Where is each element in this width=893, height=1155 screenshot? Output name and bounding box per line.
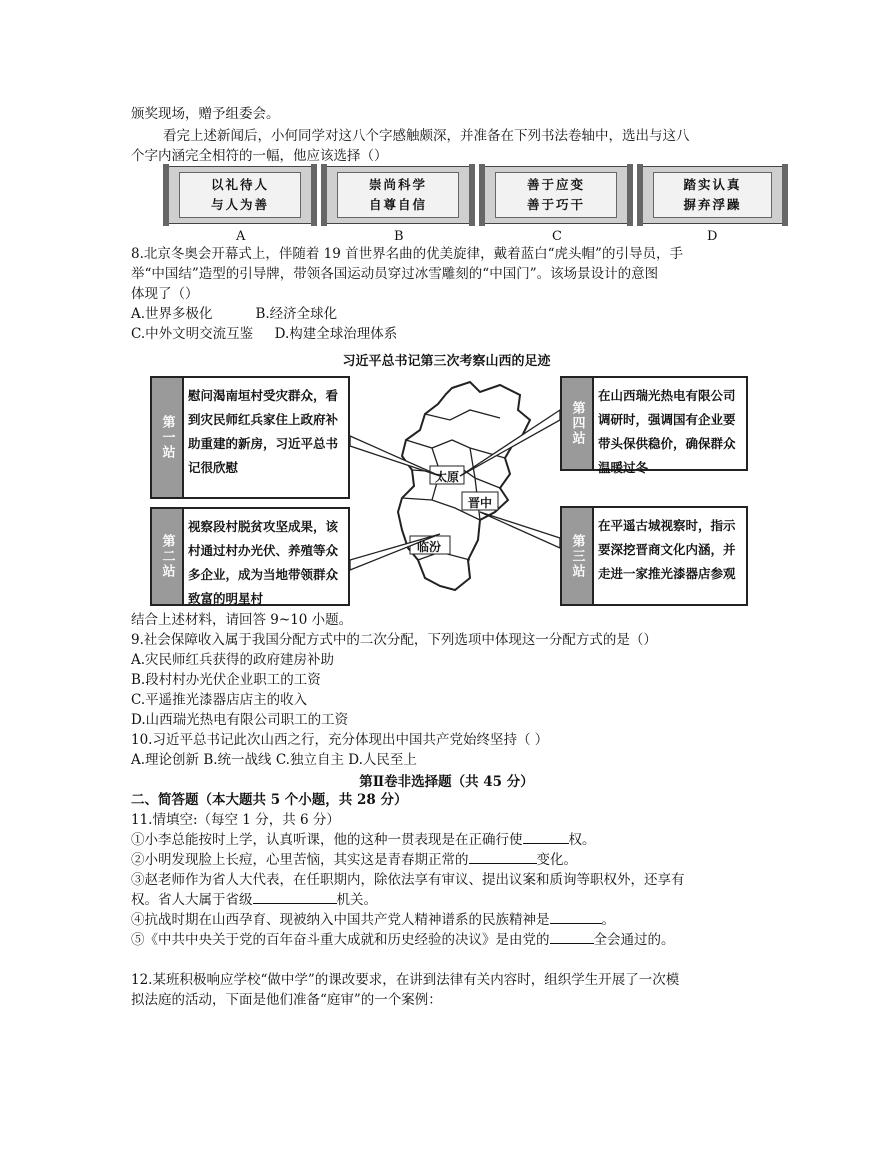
q9-option-a: A.灾民师红兵获得的政府建房补助 xyxy=(131,652,335,668)
q11-item-3-text: 权。省人大属于省级 xyxy=(131,892,253,908)
q10-options: A.理论创新 B.统一战线 C.独立自主 D.人民至上 xyxy=(131,752,417,768)
section2-title: 第Ⅱ卷非选择题（共 45 分） xyxy=(359,774,534,790)
q11-item-5-text: ⑤《中共中央关于党的百年奋斗重大成就和历史经验的决议》是由党的 xyxy=(131,932,550,948)
figure-title: 习近平总书记第三次考察山西的足迹 xyxy=(342,354,551,369)
intro-line-1: 颁奖现场，赠予组委会。 xyxy=(131,106,280,122)
station-text: 慰问渴南垣村受灾群众，看到灾民师红兵家住上政府补助重建的新房，习近平总书记很欣慰 xyxy=(188,388,339,475)
q11-item-4-end: 。 xyxy=(601,912,615,928)
q11-item-4-text: ④抗战时期在山西孕育、现被纳入中国共产党人精神谱系的民族精神是 xyxy=(131,912,550,928)
intro-line-3: 个字内涵完全相符的一幅，他应该选择（） xyxy=(131,148,388,164)
q11-item-3b xyxy=(131,890,377,910)
pointer-3 xyxy=(480,512,560,548)
q12-line-2: 拟法庭的活动，下面是他们准备“庭审”的一个案例： xyxy=(131,992,442,1008)
q8-line-2: 举“中国结”造型的引导牌，带领各国运动员穿过冰雪雕刻的“中国门”。该场景设计的意图 xyxy=(131,266,659,282)
scroll-line: 善于应变 xyxy=(526,177,585,192)
q8-line-3: 体现了（） xyxy=(131,286,199,302)
q8-options-ab: A.世界多极化 B.经济全球化 xyxy=(131,306,338,322)
station-text: 在山西瑞光热电有限公司调研时，强调国有企业要带头保供稳价，确保群众温暖过冬 xyxy=(598,388,736,475)
q11-item-5-end: 全会通过的。 xyxy=(593,932,675,948)
scroll-line: 踏实认真 xyxy=(683,177,742,192)
city-jinzhong: 晋中 xyxy=(468,496,493,510)
station-text: 在平遥古城视察时，指示要深挖晋商文化内涵，并走进一家推光漆器店参观 xyxy=(598,518,736,581)
q8-options-cd: C.中外文明交流互鉴 D.构建全球治理体系 xyxy=(131,326,398,342)
intro-line-2: 看完上述新闻后，小何同学对这八个字感触颇深，并准备在下列书法卷轴中，选出与这八 xyxy=(163,128,690,144)
q9-stem: 9.社会保障收入属于我国分配方式中的二次分配，下列选项中体现这一分配方式的是（） xyxy=(131,632,657,648)
station-tag: 第二站 xyxy=(152,509,184,604)
scroll-line: 与人为善 xyxy=(210,197,269,212)
q11-item-3a: ③赵老师作为省人大代表，在任职期内，除依法享有审议、提出议案和质询等职权外，还享有 xyxy=(131,872,685,888)
station-2 xyxy=(150,507,350,606)
city-linfen: 临汾 xyxy=(417,540,442,554)
q11-item-2 xyxy=(131,850,577,870)
q9-option-b: B.段村村办光伏企业职工的工资 xyxy=(131,672,321,688)
answer-blank[interactable] xyxy=(550,910,602,924)
station-tag: 第四站 xyxy=(562,378,594,469)
scroll-label-c: C xyxy=(552,229,562,244)
station-4 xyxy=(560,376,748,475)
scroll-label-d: D xyxy=(707,229,718,244)
q9-option-d: D.山西瑞光热电有限公司职工的工资 xyxy=(131,712,349,728)
station-3 xyxy=(560,506,748,606)
scroll-line: 摒弃浮躁 xyxy=(683,197,742,212)
q11-item-3-end: 机关。 xyxy=(336,892,377,908)
q11-item-2-end: 变化。 xyxy=(536,852,577,868)
q9-option-c: C.平遥推光漆器店店主的收入 xyxy=(131,692,308,708)
q11-item-1 xyxy=(131,830,596,850)
scroll-line: 自尊自信 xyxy=(368,197,427,212)
scroll-line: 以礼待人 xyxy=(210,177,269,192)
scroll-label-a: A xyxy=(236,229,246,244)
after-figure-text: 结合上述材料，请回答 9~10 小题。 xyxy=(131,612,353,628)
station-tag: 第一站 xyxy=(152,378,184,497)
q11-stem: 11.情填空:（每空 1 分，共 6 分） xyxy=(131,812,340,828)
station-text: 视察段村脱贫攻坚成果，该村通过村办光伏、养殖等众多企业，成为当地带领群众致富的明星村 xyxy=(188,519,339,606)
q12-line-1: 12.某班积极响应学校“做中学”的课改要求，在讲到法律有关内容时，组织学生开展了一次模 xyxy=(131,972,680,988)
scroll-line: 崇尚科学 xyxy=(368,177,427,192)
station-tag: 第三站 xyxy=(562,508,594,604)
q11-item-1-text: ①小李总能按时上学，认真听课，他的这种一贯表现是在正确行使 xyxy=(131,832,523,848)
q11-item-4 xyxy=(131,910,615,930)
answer-blank[interactable] xyxy=(253,890,337,904)
station-1 xyxy=(150,376,350,499)
q10-stem: 10.习近平总书记此次山西之行，充分体现出中国共产党始终坚持（ ） xyxy=(131,732,549,748)
section2-heading: 二、简答题（本大题共 5 个小题，共 28 分） xyxy=(131,792,408,808)
q8-line-1: 8.北京冬奥会开幕式上，伴随着 19 首世界名曲的优美旋律，戴着蓝白“虎头帽”的引导员，手 xyxy=(131,246,683,262)
city-taiyuan: 太原 xyxy=(435,470,460,484)
answer-blank[interactable] xyxy=(523,830,569,844)
q11-item-1-end: 权。 xyxy=(568,832,596,848)
scroll-line: 善于巧干 xyxy=(526,197,585,212)
answer-blank[interactable] xyxy=(550,930,594,944)
scroll-label-b: B xyxy=(394,229,404,244)
q11-item-5 xyxy=(131,930,675,950)
answer-blank[interactable] xyxy=(469,850,537,864)
q11-item-2-text: ②小明发现脸上长痘，心里苦恼，其实这是青春期正常的 xyxy=(131,852,469,868)
